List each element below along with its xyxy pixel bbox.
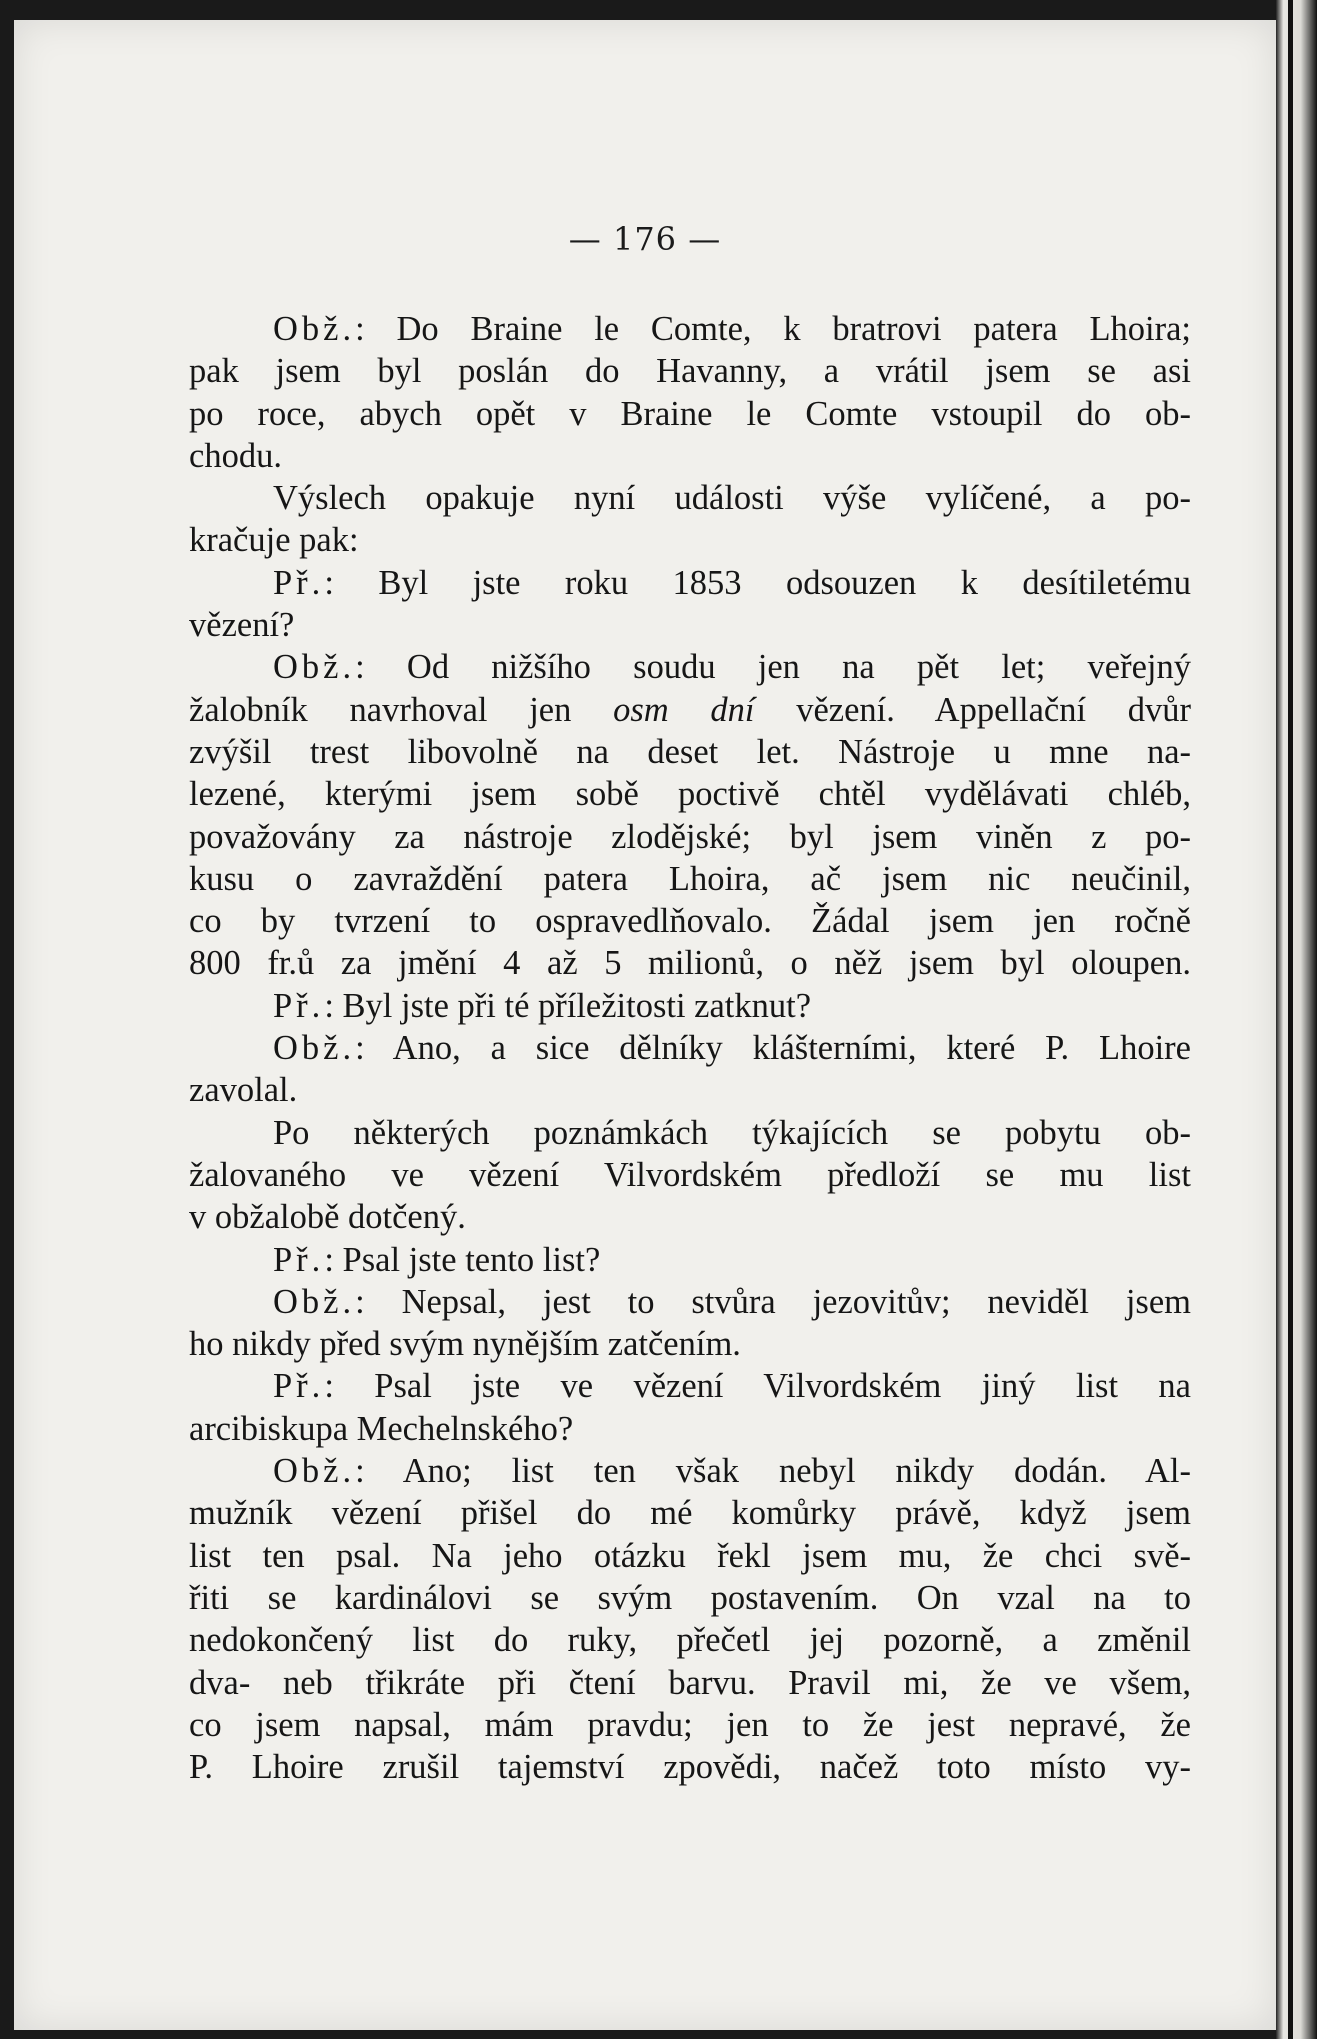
text-line: 800 fr.ů za jmění 4 až 5 milionů, o něž jsem byl oloupen.	[189, 944, 1191, 983]
text-line: list ten psal. Na jeho otázku řekl jsem mu, že chci svě-	[189, 1536, 1191, 1575]
speaker-label: Př.	[273, 1240, 325, 1279]
book-page	[14, 20, 1276, 2030]
speaker-label: Obž.	[273, 1029, 356, 1068]
speaker-label: Př.	[273, 563, 325, 602]
text-line: žalobník navrhoval jen osm dní vězení. Appellační dvůr	[189, 690, 1191, 729]
text-line: Obž.: Ano; list ten však nebyl nikdy dodán. Al-	[273, 1452, 1191, 1491]
text-line: ho nikdy před svým nynějším zatčením.	[189, 1325, 741, 1364]
text-line: vězení?	[189, 606, 295, 645]
speaker-label: Př.	[273, 986, 325, 1025]
text-line: dva- neb třikráte při čtení barvu. Pravil mi, že ve všem,	[189, 1663, 1191, 1702]
text-line: Obž.: Nepsal, jest to stvůra jezovitův; neviděl jsem	[273, 1282, 1191, 1321]
binding-shadow-line	[1288, 0, 1293, 2039]
text-line: řiti se kardinálovi se svým postavením. On vzal na to	[189, 1578, 1191, 1617]
text-line: Př.: Byl jste roku 1853 odsouzen k desítiletému	[273, 563, 1191, 602]
text-line: v obžalobě dotčený.	[189, 1198, 466, 1237]
text-line: mužník vězení přišel do mé komůrky právě, když jsem	[189, 1494, 1191, 1533]
page-body-text	[189, 308, 1191, 1788]
text-line: lezené, kterými jsem sobě poctivě chtěl vydělávati chléb,	[189, 775, 1191, 814]
text-line: Výslech opakuje nyní události výše vylíčené, a po-	[273, 479, 1191, 518]
speaker-label: Př.	[273, 1367, 325, 1406]
speaker-label: Obž.	[273, 1452, 356, 1491]
text-line: Obž.: Do Braine le Comte, k bratrovi patera Lhoira;	[273, 310, 1191, 348]
text-line: Př.: Psal jste ve vězení Vilvordském jiný list na	[273, 1367, 1191, 1406]
text-line: Př.: Byl jste při té příležitosti zatknut?	[273, 986, 812, 1025]
speaker-label: Obž.	[273, 648, 356, 687]
text-line: kusu o zavraždění patera Lhoira, ač jsem nic neučinil,	[189, 859, 1191, 898]
text-line: Obž.: Ano, a sice dělníky klášterními, které P. Lhoire	[273, 1029, 1191, 1068]
text-line: nedokončený list do ruky, přečetl jej pozorně, a změnil	[189, 1621, 1191, 1660]
text-line: pak jsem byl poslán do Havanny, a vrátil jsem se asi	[189, 352, 1191, 391]
page-number: — 176 —	[568, 220, 722, 258]
book-binding-edge	[1276, 0, 1317, 2039]
text-line: Př.: Psal jste tento list?	[273, 1240, 601, 1279]
text-line: chodu.	[189, 436, 282, 475]
text-line: zvýšil trest libovolně na deset let. Nástroje u mne na-	[189, 732, 1191, 771]
text-line: žalovaného ve vězení Vilvordském předloží se mu list	[189, 1155, 1191, 1194]
text-line: po roce, abych opět v Braine le Comte vstoupil do ob-	[189, 394, 1191, 433]
text-line: arcibiskupa Mechelnského?	[189, 1409, 574, 1448]
text-line: zavolal.	[189, 1071, 298, 1110]
italic-phrase: osm dní	[613, 690, 755, 729]
text-line: kračuje pak:	[189, 521, 359, 560]
text-line: co jsem napsal, mám pravdu; jen to že jest nepravé, že	[189, 1705, 1191, 1744]
text-line: co by tvrzení to ospravedlňovalo. Žádal jsem jen ročně	[189, 902, 1191, 941]
speaker-label: Obž.	[273, 310, 356, 348]
text-line: Obž.: Od nižšího soudu jen na pět let; veřejný	[273, 648, 1191, 687]
text-line: považovány za nástroje zlodějské; byl jsem viněn z po-	[189, 817, 1191, 856]
text-line: P. Lhoire zrušil tajemství zpovědi, načež toto místo vy-	[189, 1748, 1191, 1787]
text-line: Po některých poznámkách týkajících se pobytu ob-	[273, 1113, 1191, 1152]
speaker-label: Obž.	[273, 1282, 356, 1321]
